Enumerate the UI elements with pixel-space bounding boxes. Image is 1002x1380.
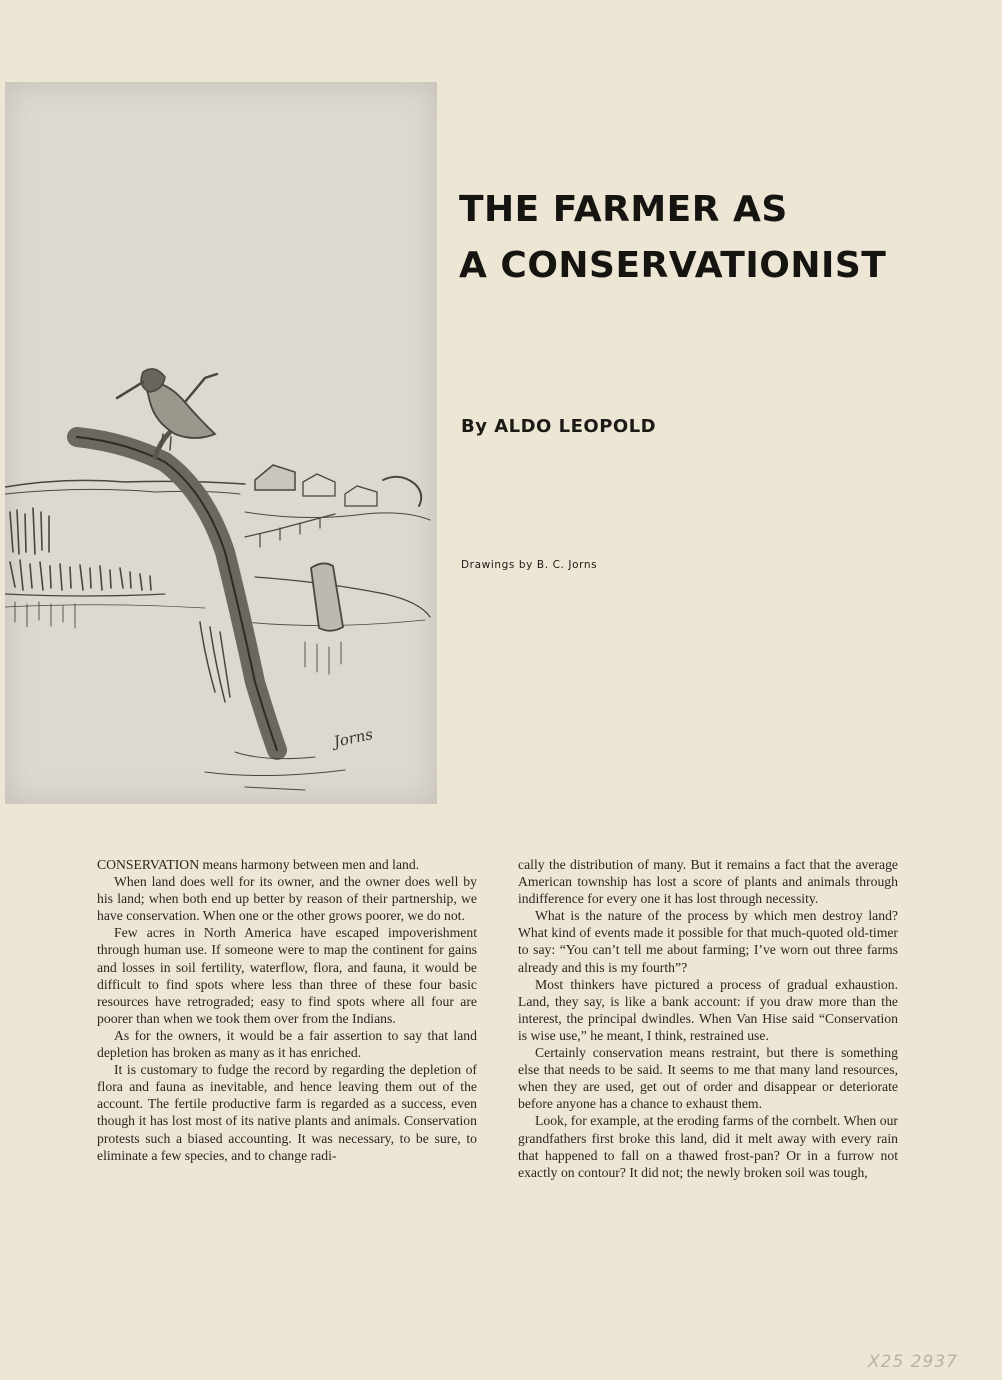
fence-posts — [260, 518, 320, 547]
paragraph: cally the distribution of many. But it remains a fact that the average American township has lost a score of plants and animals through indifference for every one it has lost through necessity. — [518, 857, 898, 907]
shore-line — [5, 594, 165, 596]
archive-catalog-mark: X25 2937 — [868, 1352, 958, 1372]
paragraph: CONSERVATION means harmony between men and land. — [97, 857, 420, 872]
paragraph: When land does well for its owner, and the owner does well by his land; when both end up better by reason of their partnership, we have conservation. When one or the other grows poorer, we do not. — [97, 874, 477, 924]
artist-signature: Jorns — [332, 725, 375, 751]
paragraph: Certainly conservation means restraint, but there is something else that needs to be said. It seems to me that many land resources, when they are used, get out of order and disappear or deteriorate before anyone has a chance to exhaust them. — [518, 1045, 898, 1112]
water-line — [5, 605, 205, 608]
paragraph: Look, for example, at the eroding farms of the cornbelt. When our grandfathers first broke this land, did it melt away with every rain that happened to fall on a thawed frost-pan? Or in a furrow not exactly on contour? It did not; the newly broken soil was tough, — [518, 1113, 898, 1180]
illustration-drawing — [5, 82, 437, 804]
paragraph: Most thinkers have pictured a process of gradual exhaustion. Land, they say, is like a bank account: if you draw more than the interest, the principal dwindles. When Van Hise said “Conservation is wise use,” he meant, I think, restrained use. — [518, 976, 898, 1043]
hill-line — [5, 480, 245, 487]
paragraph: It is customary to fudge the record by regarding the depletion of flora and fauna as inevitable, and hence leaving them out of the account. The fertile productive farm is regarded as a success, even though it has lost most of its native plants and animals. Conservation protests such a biased accounting. It was necessary, to be sure, to eliminate a few species, and to change radi- — [97, 1062, 477, 1163]
field-line — [245, 512, 430, 520]
paragraph: Few acres in North America have escaped impoverishment through human use. If someone were to map the continent for gains and losses in soil fertility, waterflow, flora, and fauna, it would be difficult to find spots where less than three of these four basic resources have retrograded; easy to find spots where all four are poorer than when we took them over from the Indians. — [97, 925, 477, 1026]
stream-bank — [255, 577, 430, 617]
barn-shape — [255, 465, 295, 490]
hanging-moss — [200, 622, 230, 702]
water-reflections — [15, 602, 341, 674]
paragraph: As for the owners, it would be a fair assertion to say that land depletion has broken as many as it has enriched. — [97, 1027, 477, 1061]
shed-shape — [345, 486, 377, 506]
tree-clump — [383, 477, 421, 506]
article-title — [459, 182, 979, 294]
tree-trunk — [77, 437, 277, 750]
paragraph: What is the nature of the process by which men destroy land? What kind of events made it possible for that much-quoted old-timer to say: “You can’t tell me about farming; I’ve worn out three farms already and this is my fourth”? — [518, 908, 898, 975]
farmhouse-shape — [303, 474, 335, 496]
title-line-1: THE FARMER AS — [459, 189, 788, 230]
author-byline: By ALDO LEOPOLD — [461, 416, 657, 437]
title-line-2: A CONSERVATIONIST — [459, 245, 887, 286]
tree-stump — [311, 563, 343, 630]
body-column-right — [518, 856, 898, 1181]
kingfisher-illustration — [5, 82, 437, 804]
drawing-credit: Drawings by B. C. Jorns — [461, 559, 598, 571]
marsh-grass — [10, 508, 151, 590]
body-column-left — [97, 856, 477, 1164]
